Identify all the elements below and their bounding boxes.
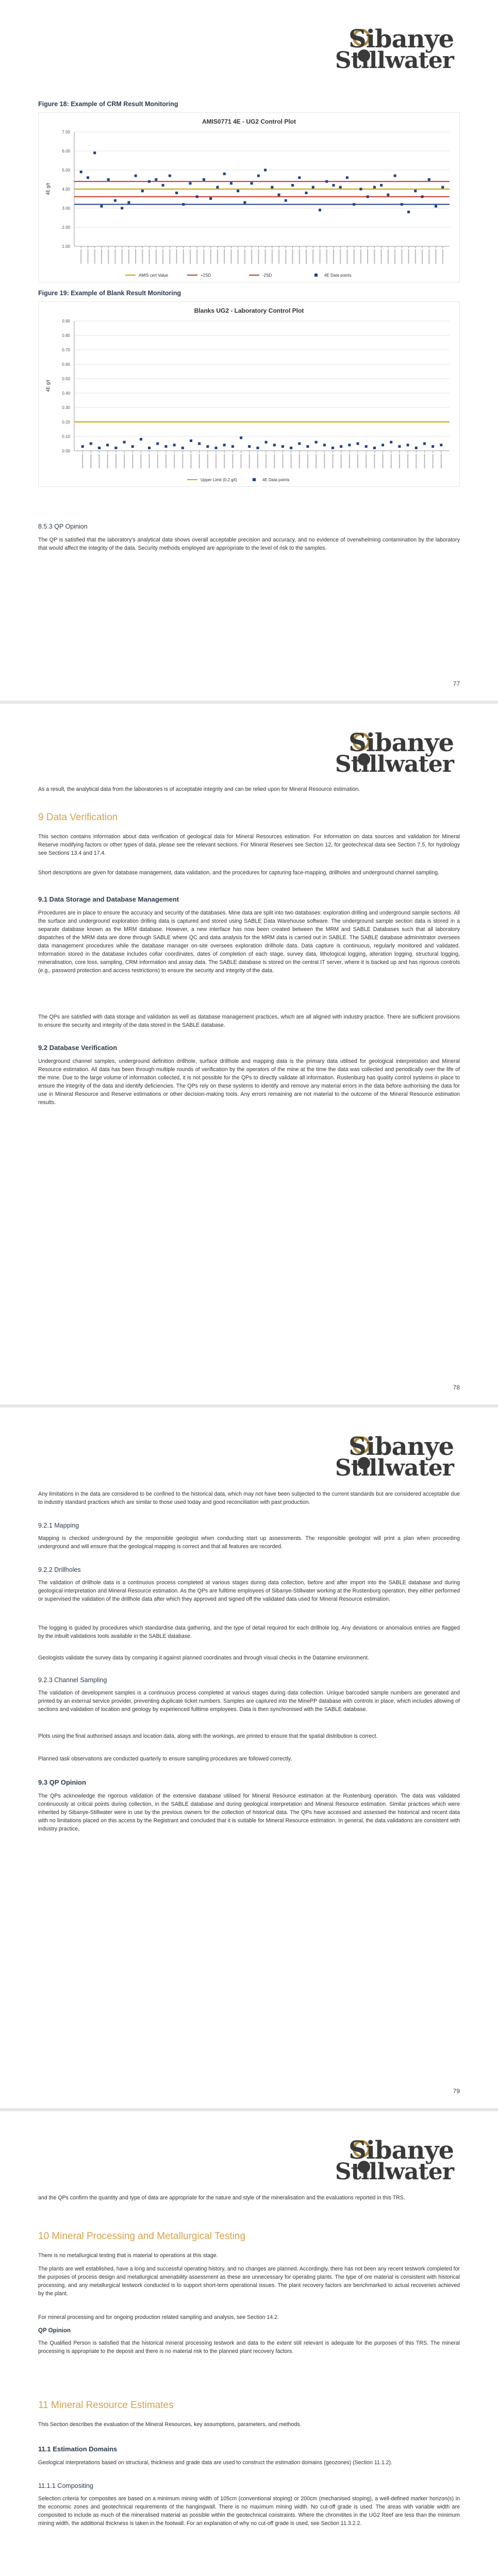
x-tick-label-placeholder: [299, 454, 300, 468]
x-tick-label-placeholder: [210, 249, 211, 264]
data-point: [331, 447, 334, 449]
x-tick-label-placeholder: [99, 454, 100, 468]
x-tick-label-placeholder: [388, 249, 389, 264]
x-tick-label-placeholder: [433, 454, 434, 468]
data-point: [431, 445, 434, 448]
section-10-heading: 10 Mineral Processing and Metallurgical Testing: [38, 2231, 246, 2242]
data-point: [148, 180, 151, 183]
x-tick-label-placeholder: [157, 454, 158, 468]
y-tick-label: 5.00: [62, 168, 70, 173]
data-point: [290, 447, 292, 449]
x-tick-label-placeholder: [199, 454, 200, 468]
data-point: [291, 184, 294, 187]
data-point: [206, 445, 209, 448]
drillholes-paragraph-3: Geologists validate the survey data by comparing it against planned coordinates and through visual checks in the Datamine environment.: [38, 1655, 369, 1661]
x-tick-label-placeholder: [354, 249, 355, 264]
crm-control-plot: [38, 112, 460, 282]
data-point: [155, 178, 157, 181]
data-point: [365, 445, 368, 448]
y-tick-label: 0.40: [62, 391, 70, 396]
x-tick-label-placeholder: [176, 249, 177, 264]
data-point: [131, 445, 134, 448]
page-78: [0, 704, 498, 1404]
legend-label: AMIS cert Value: [139, 273, 169, 278]
x-tick-label-placeholder: [272, 249, 273, 264]
x-tick-label-placeholder: [140, 454, 141, 468]
data-point: [332, 184, 335, 187]
section-9-heading: 9 Data Verification: [38, 812, 118, 823]
data-point: [106, 444, 109, 446]
chart-title: AMIS0771 4E - UG2 Control Plot: [202, 118, 296, 125]
page-80: [0, 2111, 498, 2576]
data-point: [305, 192, 308, 194]
sibanye-stillwater-logo: [335, 724, 454, 776]
x-tick-label-placeholder: [399, 454, 400, 468]
data-point: [387, 194, 389, 196]
data-point: [380, 184, 383, 187]
x-tick-label-placeholder: [142, 249, 143, 264]
x-tick-label-placeholder: [441, 454, 442, 468]
x-tick-label-placeholder: [230, 249, 231, 264]
data-point: [135, 175, 137, 177]
y-tick-label: 1.00: [62, 244, 70, 249]
y-tick-label: 6.00: [62, 149, 70, 154]
section-10-paragraph-d: The Qualified Person is satisfied that the historical mineral processing testwork and data to the extent still relevant is adequate for the purposes of this TRS. The mineral processing is appropriate to the deposit and there is no material risk to the planned plant recovery factors.: [38, 2340, 460, 2354]
page-77: [0, 0, 498, 701]
data-point: [265, 441, 268, 444]
figure-19-caption: Figure 19: Example of Blank Result Monitoring: [38, 290, 181, 297]
x-tick-label-placeholder: [149, 454, 150, 468]
data-point: [407, 444, 409, 446]
intro-paragraph: Any limitations in the data are considered to be confined to the historical data, which may not have been subjected to the current standards but are considered acceptable due to industry standard practices which are similar to those used today and good reconciliation with past production.: [38, 1491, 460, 1505]
x-tick-label-placeholder: [291, 454, 292, 468]
x-tick-label-placeholder: [108, 249, 109, 264]
data-point: [381, 444, 384, 446]
sibanye-stillwater-logo: [335, 2132, 454, 2183]
legend-swatch: [253, 478, 256, 481]
section-11-1-1-paragraph: Selection criteria for composites are based on a minimum mining width of 105cm (conventional stoping) or 200cm (mechanised stoping), a well-defined marker horizon(s) in the economic zones and geotechnical requirements of the hangingwall. There is no maximum mining width. No cut-off grade is used. The areas with variable width are composited to include as much of the mineralised material as possible within the geotechnical constraints. Where the chromitites in the UG2 Reef are less than the minimum mining width, the additional thickness is taken in the footwall. For an explanation of why no cut-off grade is used, see Section 11.3.2.2.: [38, 2496, 460, 2527]
data-point: [353, 203, 355, 206]
figure-18-caption: Figure 18: Example of CRM Result Monitoring: [38, 100, 178, 108]
logo-text-stillwater: Stillwater: [335, 1455, 454, 1481]
data-point: [114, 199, 117, 202]
x-tick-label-placeholder: [132, 454, 133, 468]
x-tick-label-placeholder: [162, 249, 163, 264]
data-point: [189, 182, 192, 184]
data-point: [169, 175, 171, 177]
x-tick-label-placeholder: [424, 454, 425, 468]
data-point: [230, 182, 233, 184]
page-number: 78: [453, 1384, 460, 1391]
x-tick-label-placeholder: [207, 454, 208, 468]
page-number: 77: [453, 680, 460, 687]
channel-sampling-paragraph-2: Plots using the final authorised assays and location data, along with the workings, are printed to ensure that the spatial distribution is correct.: [38, 1733, 378, 1739]
x-tick-label-placeholder: [415, 249, 416, 264]
x-tick-label-placeholder: [442, 249, 443, 264]
y-tick-label: 2.00: [62, 225, 70, 230]
data-point: [248, 445, 251, 448]
x-tick-label-placeholder: [333, 454, 334, 468]
section-11-1-1-heading: 11.1.1 Compositing: [38, 2482, 93, 2489]
x-tick-label-placeholder: [407, 454, 408, 468]
data-point: [164, 445, 167, 448]
data-point: [98, 447, 101, 449]
x-tick-label-placeholder: [82, 454, 83, 468]
data-point: [209, 197, 212, 200]
x-tick-label-placeholder: [94, 249, 95, 264]
data-point: [251, 182, 253, 184]
x-tick-label-placeholder: [224, 249, 225, 264]
data-point: [348, 444, 351, 446]
data-point: [243, 201, 246, 204]
x-tick-label-placeholder: [241, 454, 242, 468]
y-tick-label: 0.10: [62, 434, 70, 439]
section-11-paragraph: This Section describes the evaluation of the Mineral Resources, key assumptions, parameters, and methods.: [38, 2421, 302, 2428]
data-point: [414, 190, 417, 192]
x-tick-label-placeholder: [101, 249, 102, 264]
x-tick-label-placeholder: [320, 249, 321, 264]
x-tick-label-placeholder: [306, 249, 307, 264]
x-tick-label-placeholder: [374, 454, 375, 468]
blank-control-plot: [38, 301, 460, 487]
data-point: [441, 186, 444, 189]
channel-sampling-paragraph-3: Planned task observations are conducted quarterly to ensure sampling procedures are followed correctly.: [38, 1756, 292, 1762]
data-point: [240, 436, 242, 439]
x-tick-label-placeholder: [215, 454, 217, 468]
data-point: [273, 444, 276, 446]
x-tick-label-placeholder: [114, 249, 115, 264]
x-tick-label-placeholder: [346, 249, 347, 264]
data-point: [312, 186, 314, 189]
drillholes-paragraph-1: The validation of drillhole data is a continuous process completed at various stages during data collection, before and after import into the SABLE database and during geological interpretation and Mineral Resource estimation. As the QPs are fulltime employees of Sibanye-Stillwater working at the Rustenburg operation, they either performed or supervised the validation of the drillhole data after which they approved and signed off the validated data used for Mineral Resource estimation.: [38, 1580, 460, 1602]
y-tick-label: 7.00: [62, 130, 70, 134]
data-point: [359, 188, 362, 191]
qp-opinion-label: QP Opinion: [38, 2328, 71, 2334]
data-point: [271, 186, 273, 189]
data-point: [196, 195, 198, 198]
x-tick-label-placeholder: [244, 249, 245, 264]
section-10-paragraph-b: The plants are well established, have a long and successful operating history, and no changes are planned. Accordingly, there has not been any recent testwork completed for the purposes of process design and metallurgical amenability assessment as these are unnecessary for operating plants. The type of ore material is consistent with historical processing, and any metallurgical testwork conducted is to support short-term operational issues. The plant recovery factors are benchmarked to actual recoveries achieved by the plant.: [38, 2266, 460, 2297]
data-point: [339, 186, 342, 189]
data-point: [315, 441, 318, 444]
y-tick-label: 0.30: [62, 405, 70, 410]
data-point: [285, 199, 287, 202]
x-tick-label-placeholder: [156, 249, 157, 264]
data-point: [415, 447, 418, 449]
data-point: [216, 186, 219, 189]
data-point: [198, 443, 201, 445]
data-point: [140, 438, 142, 440]
y-tick-label: 0.90: [62, 319, 70, 324]
crm-chart: [38, 112, 460, 282]
y-tick-label: 4.00: [62, 187, 70, 192]
sibanye-stillwater-logo: [335, 21, 454, 72]
logo-text-stillwater: Stillwater: [335, 47, 454, 74]
x-tick-label-placeholder: [422, 249, 423, 264]
section-9-3-heading: 9.3 QP Opinion: [38, 1778, 86, 1786]
x-tick-label-placeholder: [232, 454, 233, 468]
x-tick-label-placeholder: [258, 249, 259, 264]
x-tick-label-placeholder: [366, 454, 367, 468]
mapping-paragraph: Mapping is checked underground by the responsible geologist when conducting start up assessments. The responsible geologist will print a plan when proceeding underground and will ensure that the geological mapping is correct and that all features are recorded.: [38, 1535, 460, 1550]
data-point: [203, 178, 205, 181]
data-point: [298, 176, 301, 179]
data-point: [298, 443, 301, 445]
x-tick-label-placeholder: [122, 249, 123, 264]
x-tick-label-placeholder: [360, 249, 361, 264]
data-point: [325, 180, 328, 183]
x-tick-label-placeholder: [87, 249, 88, 264]
legend-label: 4E Data points: [262, 478, 290, 482]
x-tick-label-placeholder: [174, 454, 175, 468]
legend-label: -2SD: [262, 273, 272, 278]
x-tick-label-placeholder: [169, 249, 170, 264]
x-tick-label-placeholder: [381, 249, 382, 264]
data-point: [281, 445, 284, 448]
data-point: [148, 447, 151, 449]
x-tick-label-placeholder: [341, 454, 342, 468]
x-tick-label-placeholder: [401, 249, 402, 264]
section-10-paragraph-a: There is no metallurgical testing that is material to operations at this stage.: [38, 2252, 218, 2259]
section-9-2-2-heading: 9.2.2 Drillholes: [38, 1566, 81, 1573]
section-9-2-1-heading: 9.2.1 Mapping: [38, 1522, 79, 1529]
data-point: [323, 444, 326, 446]
y-tick-label: 0.50: [62, 377, 70, 381]
data-point: [407, 211, 410, 213]
x-tick-label-placeholder: [408, 249, 409, 264]
legend-label: 4E Data points: [324, 273, 352, 278]
x-tick-label-placeholder: [135, 249, 136, 264]
data-point: [162, 184, 164, 187]
section-9-paragraph-a: This section contains information about data verification of geological data for Mineral Resources estimation. For information on data sources and validation for Mineral Reserve modifying factors or other types of data, please see the relevant sections. For Mineral Reserves see Section 12, for geotechnical data see Section 7.5, for hydrology see Sections 13.4 and 17.4.: [38, 834, 460, 856]
x-tick-label-placeholder: [265, 249, 266, 264]
data-point: [306, 445, 309, 448]
x-tick-label-placeholder: [394, 249, 395, 264]
section-11-heading: 11 Mineral Resource Estimates: [38, 2400, 174, 2411]
data-point: [256, 447, 259, 449]
section-8-5-3-heading: 8.5.3 QP Opinion: [38, 523, 88, 530]
x-tick-label-placeholder: [316, 454, 317, 468]
section-11-1-heading: 11.1 Estimation Domains: [38, 2445, 118, 2453]
logo-text-sibanye: Sibanye: [348, 728, 454, 757]
logo-text-sibanye: Sibanye: [348, 25, 454, 54]
data-point: [390, 441, 392, 444]
data-point: [90, 443, 92, 445]
data-point: [394, 175, 396, 177]
data-point: [421, 195, 424, 198]
data-point: [428, 178, 430, 181]
x-tick-label-placeholder: [333, 249, 334, 264]
data-point: [373, 447, 376, 449]
x-tick-label-placeholder: [217, 249, 218, 264]
logo-text-sibanye: Sibanye: [348, 2136, 454, 2165]
x-tick-label-placeholder: [285, 249, 286, 264]
x-tick-label-placeholder: [428, 249, 429, 264]
x-tick-label-placeholder: [124, 454, 125, 468]
data-point: [401, 203, 403, 206]
data-point: [175, 192, 178, 194]
data-point: [440, 444, 442, 446]
x-tick-label-placeholder: [80, 249, 81, 264]
x-tick-label-placeholder: [196, 249, 197, 264]
x-tick-label-placeholder: [115, 454, 117, 468]
page-79: [0, 1408, 498, 2108]
data-point: [257, 175, 260, 177]
x-tick-label-placeholder: [107, 454, 108, 468]
data-point: [215, 447, 218, 449]
data-point: [173, 444, 176, 446]
x-tick-label-placeholder: [190, 454, 191, 468]
sibanye-stillwater-logo: [335, 1428, 454, 1480]
data-point: [121, 207, 123, 210]
legend-swatch: [314, 274, 318, 277]
x-tick-label-placeholder: [292, 249, 293, 264]
data-point: [398, 445, 401, 448]
intro-paragraph: and the QPs confirm the quantity and type of data are appropriate for the nature and style of the mineralisation and the evaluations reported in this TRS.: [38, 2195, 405, 2201]
section-9-1-paragraph-a: Procedures are in place to ensure the accuracy and security of the databases. Mine data are split into two databases: exploration drilling and underground sample sections. All the surface and underground exploration drilling data is captured and stored using SABLE Data Warehouse software. The underground sample section data is stored in a separate database known as the MRM database. However, a new interface has now been created between the MRM and SABLE Databases such that all laboratory dispatches of the MRM data are done through SABLE where QC and data analysis for the MRM data is carried out in SABLE. The SABLE database administrator oversees data management procedures while the database manager on-site oversees exploration drillhole data. Data capture is continuous, regularly monitored and validated. Information stored in the database includes collar coordinates, dates of completion of each stage, survey data, lithological logging, alteration logging, structural logging, mineralisation, core loss, sampling, CRM information and assay data. The SABLE database is stored on the central IT server, where it is backed up and has rigorous controls (e.g., password protection and access restrictions) to ensure the security and integrity of the data.: [38, 910, 460, 974]
data-point: [127, 201, 130, 204]
x-tick-label-placeholder: [326, 249, 327, 264]
x-tick-label-placeholder: [224, 454, 225, 468]
data-point: [357, 443, 359, 445]
data-point: [182, 203, 185, 206]
x-tick-label-placeholder: [416, 454, 417, 468]
data-point: [373, 186, 376, 189]
x-tick-label-placeholder: [349, 454, 350, 468]
y-tick-label: 0.70: [62, 348, 70, 352]
x-tick-label-placeholder: [128, 249, 129, 264]
section-9-3-paragraph: The QPs acknowledge the rigorous validation of the extensive database utilised for Mineral Resource estimation at the Rustenburg operation. The data was validated continuously at critical points during collection, in the SABLE database and during geological interpretation and Mineral Resource estimation. Similar practices which were inherited by Sibanye-Stillwater were in use by the previous owners for the collection of historical data. The QPs have accessed and assessed the historical and recent data with no limitations placed on this access by the Registrant and concluded that it is suitable for Mineral Resource estimation. In general, the data validations are consistent with industry practice,: [38, 1793, 460, 1832]
x-tick-label-placeholder: [182, 454, 183, 468]
data-point: [181, 447, 184, 449]
data-point: [107, 178, 110, 181]
data-point: [423, 443, 426, 445]
data-point: [278, 194, 280, 196]
x-tick-label-placeholder: [312, 249, 313, 264]
data-point: [141, 190, 144, 192]
data-point: [87, 176, 89, 179]
x-tick-label-placeholder: [357, 454, 358, 468]
x-tick-label-placeholder: [436, 249, 437, 264]
y-tick-label: 0.60: [62, 362, 70, 367]
logo-text-stillwater: Stillwater: [335, 751, 454, 777]
section-10-paragraph-c: For mineral processing and for ongoing production related sampling and analysis, see Section 14.2.: [38, 2314, 279, 2320]
data-point: [346, 176, 348, 179]
data-point: [237, 190, 239, 192]
data-point: [223, 444, 226, 446]
section-9-paragraph-b: Short descriptions are given for database management, data validation, and the procedures for capturing face-mapping, drillholes and underground channel sampling.: [38, 870, 439, 876]
section-9-2-paragraph: Underground channel samples, underground definition drillhole, surface drillhole and mapping data is the primary data utilised for geological interpretation and Mineral Resource estimation. All data has been through multiple rounds of verification by the operators of the mine at the time the data was collected and periodically over the life of the mine. Due to the large volume of information collected, it is not possible for the QPs to directly validate all information. Rustenburg has quality control systems in place to ensure the integrity of the data and identify deficiencies. The QPs rely on these systems to identify and remove any material errors in the data before authorising the data for use in Mineral Resource and Reserve estimations or other decision-making tools. Any errors remaining are not material to the outcome of the Mineral Resource estimation results.: [38, 1058, 460, 1106]
x-tick-label-placeholder: [274, 454, 275, 468]
section-9-1-paragraph-b: The QPs are satisfied with data storage and validation as well as database management practices, which are all aligned with industry practice. There are sufficient provisions to ensure the security and integrity of the data stored in the SABLE database.: [38, 1014, 460, 1028]
drillholes-paragraph-2: The logging is guided by procedures which standardise data gathering, and the type of detail required for each drillhole log. Any deviations or anomalous entries are flagged by the inbuilt validations tools available in the SABLE database.: [38, 1625, 460, 1639]
data-point: [93, 151, 96, 154]
x-tick-label-placeholder: [383, 454, 384, 468]
legend-label: +2SD: [201, 273, 211, 278]
x-tick-label-placeholder: [257, 454, 258, 468]
x-tick-label-placeholder: [391, 454, 392, 468]
data-point: [340, 445, 342, 448]
x-tick-label-placeholder: [238, 249, 239, 264]
x-tick-label-placeholder: [340, 249, 341, 264]
y-tick-label: 3.00: [62, 206, 70, 211]
y-axis-label: 4E g/t: [45, 380, 51, 392]
x-tick-label-placeholder: [203, 249, 204, 264]
x-tick-label-placeholder: [299, 249, 300, 264]
qp-opinion-paragraph: The QP is satisfied that the laboratory’s analytical data shows overall acceptable precision and accuracy, and no evidence of overwhelming contamination by the laboratory that would affect the integrity of the data. Security methods employed are appropriate to the level of risk to the samples.: [38, 537, 460, 551]
x-tick-label-placeholder: [190, 249, 191, 264]
x-tick-label-placeholder: [251, 249, 252, 264]
x-tick-label-placeholder: [265, 454, 267, 468]
data-point: [367, 195, 369, 198]
y-tick-label: 0.80: [62, 333, 70, 338]
x-tick-label-placeholder: [324, 454, 325, 468]
x-tick-label-placeholder: [183, 249, 184, 264]
x-tick-label-placeholder: [307, 454, 308, 468]
section-9-2-heading: 9.2 Database Verification: [38, 1044, 118, 1052]
x-tick-label-placeholder: [149, 249, 150, 264]
x-tick-label-placeholder: [374, 249, 375, 264]
y-axis-label: 4E g/t: [45, 183, 51, 195]
data-point: [123, 441, 126, 444]
data-point: [100, 205, 103, 208]
logo-text-sibanye: Sibanye: [348, 1432, 454, 1461]
x-tick-label-placeholder: [367, 249, 368, 264]
data-point: [190, 439, 192, 442]
section-9-1-heading: 9.1 Data Storage and Database Management: [38, 895, 179, 903]
data-point: [81, 445, 84, 448]
intro-paragraph: As a result, the analytical data from the laboratories is of acceptable integrity and can be relied upon for Mineral Resource estimation.: [38, 786, 360, 792]
x-tick-label-placeholder: [282, 454, 283, 468]
channel-sampling-paragraph-1: The validation of development samples is a continuous process completed at various stages during data collection. Unique barcoded sample numbers are generated and printed by an external service provider, preventing duplicate ticket numbers. Samples are captured into the MinePP database with controls in place, which includes allowing of sections and validation of location and geology by experienced fulltime employees. Data is then synchronised with the SABLE database.: [38, 1690, 460, 1713]
blank-chart: [38, 301, 460, 487]
x-tick-label-placeholder: [278, 249, 279, 264]
data-point: [231, 445, 234, 448]
section-11-1-paragraph: Geological interpretations based on structural, thickness and grade data are used to construct the estimation domains (geozones) (Section 11.1.2).: [38, 2460, 393, 2466]
y-tick-label: 0.00: [62, 449, 70, 453]
y-tick-label: 0.20: [62, 420, 70, 425]
data-point: [435, 205, 437, 208]
x-tick-label-placeholder: [90, 454, 91, 468]
logo-text-stillwater: Stillwater: [335, 2159, 454, 2185]
data-point: [80, 171, 82, 173]
data-point: [156, 443, 159, 445]
chart-title: Blanks UG2 - Laboratory Control Plot: [194, 307, 304, 314]
x-tick-label-placeholder: [165, 454, 167, 468]
data-point: [264, 169, 267, 172]
data-point: [114, 447, 117, 449]
data-point: [319, 209, 321, 211]
data-point: [223, 173, 226, 175]
page-number: 79: [453, 2088, 460, 2095]
legend-label: Upper Limit (0.2 g/t): [201, 478, 237, 482]
x-tick-label-placeholder: [249, 454, 250, 468]
section-9-2-3-heading: 9.2.3 Channel Sampling: [38, 1676, 107, 1684]
